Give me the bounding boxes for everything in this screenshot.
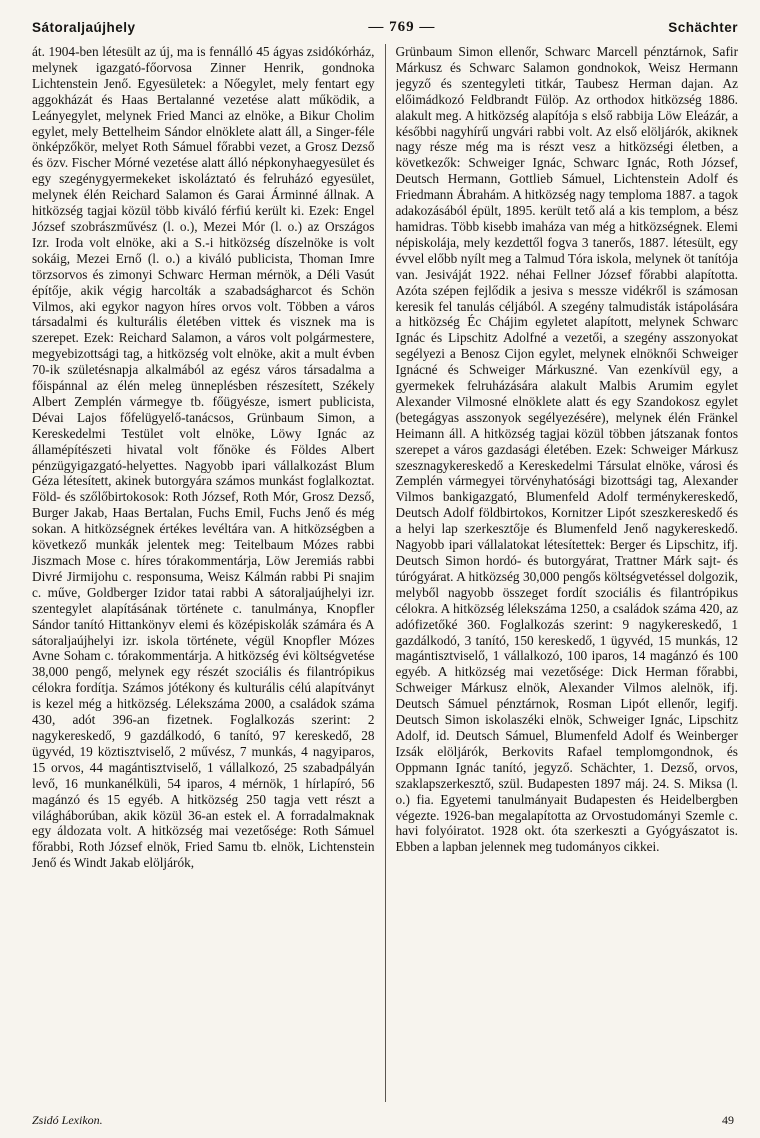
right-column — [396, 44, 739, 1102]
page-number: — 769 — — [368, 18, 436, 35]
text-columns — [32, 44, 738, 1102]
left-column-text: át. 1904-ben létesült az új, ma is fennálló 45 ágyas zsidókórház, melynek igazgató-főorvosa Zinner Henrik, gondnoka Lichtenstein Jenő. Egyesületek: a Nőegylet, mely fentart egy aggokházát és Haas Bertalanné vezetése alatt működik, a Leányegylet, melynek Fried Manci az elnöke, a Bikur Cholim egylet, mely Bettelheim Sándor elnöklete alatt áll, a Singer-féle önképzőkör, melyet Roth Sámuel főrabbi vezet, a Grosz Dezső és özv. Fischer Mórné vezetése alatt álló népkonyhaegyesület és egy szegénygyermekeket iskoláztató és felruházó egyesület, melynek élén Reichard Salamon és Garai Árminné állnak. A hitközség tagjai közül több kiváló férfiú került ki. Ezek: Engel József szobrászművész (l. o.), Mezei Mór (l. o.) az Országos Izr. Iroda volt elnöke, aki a S.-i hitközség díszelnöke is volt sokáig, Mezei Ernő (l. o.) a kiváló publicista, Thoman Imre törzsorvos és zimonyi Schwarc Herman mérnök, a Déli Vasút építője, akik végig harcolták a szabadságharcot és Schön Vilmos, aki egykor nagyon híres orvos volt. Többen a város társadalmi és kulturális életében vittek és visznek ma is szerepet. Ezek: Reichard Salamon, a város volt polgármestere, megyebizottsági tag, a hitközség volt elnöke, akit a mult évben 70-ik születésnapja alkalmából az egész város társadalma a főispánnal az élén meleg ünneplésben részesített, Székely Albert Zemplén vármegye tb. főügyésze, ismert publicista, Dévai Lajos főfelügyelő-tanácsos, Grünbaum Simon, a Kereskedelmi Testület volt elnöke, Löwy Ignác az államépítészeti hivatal volt főnöke és Földes Albert pénzügyigazgató-helyettes. Nagyobb ipari vállalkozást Blum Géza létesített, akinek butorgyára számos munkást foglalkoztat. Föld- és szőlőbirtokosok: Roth József, Roth Mór, Grosz Dezső, Burger Jakab, Haas Bertalan, Fuchs Emil, Fuchs Jenő és még sokan. A hitközségnek értékes levéltára van. A hitközségben a következő munkák jelentek meg: Teitelbaum Mózes rabbi Jiszmach Mose c. híres tórakommentárja, Löw Jeremiás rabbi Divré Jirmijohu c. responsuma, Weisz Kálmán rabbi Pi snajim c. műve, Goldberger Izidor tatai rabbi A sátoraljaújhelyi izr. szentegylet alapításának története c. tanulmánya, Knopfler Sándor tanító Hittankönyv elemi és középiskolák számára és A sátoraljaújhelyi izr. iskola története, végül Knopfler Mózes Avne Soham c. tórakommentárja. A hitközség évi költségvetése 38,000 pengő, melynek egy részét szociális és filantrópikus célokra fordítja. Számos jótékony és kulturális célú alapítványt is kezel még a hitközség. Lélekszáma 2000, a családok száma 430, adót 396-an fizetnek. Foglalkozás szerint: 2 nagykereskedő, 9 gazdálkodó, 6 tanító, 97 kereskedő, 28 ügyvéd, 19 köztisztviselő, 2 művész, 7 munkás, 4 nagyiparos, 15 orvos, 44 magántisztviselő, 1 vállalkozó, 25 szabadpályán levő, 16 munkanélküli, 54 iparos, 4 mérnök, 1 hírlapíró, 56 magánzó és 15 egyéb. A hitközség 250 tagja vett részt a világháborúban, akik közül 36-an estek el. A forradalmaknak egy áldozata volt. A hitközség mai vezetősége: Roth Sámuel főrabbi, Roth József elnök, Fried Samu tb. elnök, Lichtenstein Jenő és Windt Jakab elöljárók, — [32, 44, 375, 871]
page-header — [32, 14, 738, 40]
left-column — [32, 44, 375, 1102]
header-right-keyword: Schächter — [668, 19, 738, 35]
footer-signature: 49 — [722, 1112, 734, 1127]
page-footer — [32, 1110, 734, 1130]
footer-publication: Zsidó Lexikon. — [32, 1112, 103, 1127]
column-divider — [385, 44, 386, 1102]
header-left-keyword: Sátoraljaújhely — [32, 19, 136, 35]
right-column-text: Grünbaum Simon ellenőr, Schwarc Marcell pénztárnok, Safir Márkusz és Schwarc Salamon gondnokok, Weisz Hermann jegyző és szentegyleti titkár, Taubesz Herman dajan. Az előimádkozó Feldbrandt Fülöp. Az orthodox hitközség 1886. alakult meg. A hitközség alapítója s első rabbija Löw Eleázár, a későbbi nagyhírű ungvári rabbi volt. Az első elöljárók, akiknek nagy része még ma is részt vesz a hitközségi életben, a következők: Schweiger Ignác, Schwarc Ignác, Roth József, Deutsch Hermann, Gottlieb Sámuel, Lichtenstein Adolf és Friedmann Ábrahám. A hitközség nagy temploma 1887. a tagok adakozásából épült, 1895. került tető alá a kis templom, a bész hamidras. Több kisebb imaháza van még a hitközségnek. Elemi népiskolája, mely kezdettől fogva 3 tanerős, 1887. létesült, egy évvel előbb nyílt meg a Talmud Tóra iskola, melynek öt tanítója van. Jesiváját 1922. néhai Fellner József főrabbi alapította. Azóta szépen fejlődik a jesiva s messze vidékről is számosan keresik fel tanulás céljából. A szegény talmudisták istápolására a hitközség Éc Chájim egyletet alapított, melynek Schwarc Ignác és Lipschitz Adolfné a vezetői, a szegény asszonyokat segélyezi a Benosz Cijon egylet, melynek elnöknői Schweiger Ignácné és Schweiger Márkuszné. Van ezenkívül egy, a gyermekek felruházására alakult Malbis Arumim egylet Alexander Vilmosné elnöklete alatt és egy Szandokosz egylet (betegágyas asszonyok segélyezésére), melynek élén Fränkel Heimann áll. A hitközség tagjai közül többen játszanak fontos szerepet a város gazdasági életében. Ezek: Schweiger Márkusz szesznagykereskedő a Kereskedelmi Társulat elnöke, városi és Zemplén vármegyei törvényhatósági bizottsági tag, Alexander Vilmos bankigazgató, Blumenfeld Adolf terménykereskedő, Deutsch Adolf földbirtokos, Kornitzer Lipót szeszkereskedő és a helyi lap szerkesztője és Blumenfeld Jenő nagykereskedő. Nagyobb ipari vállalatokat létesítettek: Berger és Lipschitz, ifj. Deutsch Simon hordó- és butorgyárat, Trattner Márk sajt- és túrógyárat. A hitközség 30,000 pengős költségvetéssel dolgozik, melyből nagyobb összeget fordít szociális és filantrópikus célokra. A hitközség lélekszáma 1250, a családok száma 420, az adófizetőké 360. Foglalkozás szerint: 9 nagykereskedő, 1 gazdálkodó, 3 tanító, 150 kereskedő, 1 ügyvéd, 15 munkás, 12 magántisztviselő, 1 vállalkozó, 100 iparos, 14 magánzó és 100 egyéb. A hitközség mai vezetősége: Dick Herman főrabbi, Schweiger Márkusz elnök, Alexander Vilmos alelnök, ifj. Deutsch Sámuel pénztárnok, Rosman Lipót ellenőr, legifj. Deutsch Simon iskolaszéki elnök, Schweiger Ignác, Lipschitz Adolf, id. Deutsch Sámuel, Blumenfeld Adolf és Weinberger Izsák elöljárók, Berkovits Rafael templomgondnok, és Oppmann Ignác tanító, jegyző. Schächter, 1. Dezső, orvos, szaklapszerkesztő, szül. Budapesten 1897 máj. 24. S. Miksa (l. o.) fia. Egyetemi tanulmányait Budapesten és Heidelbergben végezte. 1926-ban megalapította az Orvostudományi Szemle c. havi folyóiratot. 1928 okt. óta szerkeszti a Gyógyászatot is. Ebben a lapban jelennek meg tudományos cikkei. — [395, 44, 738, 855]
